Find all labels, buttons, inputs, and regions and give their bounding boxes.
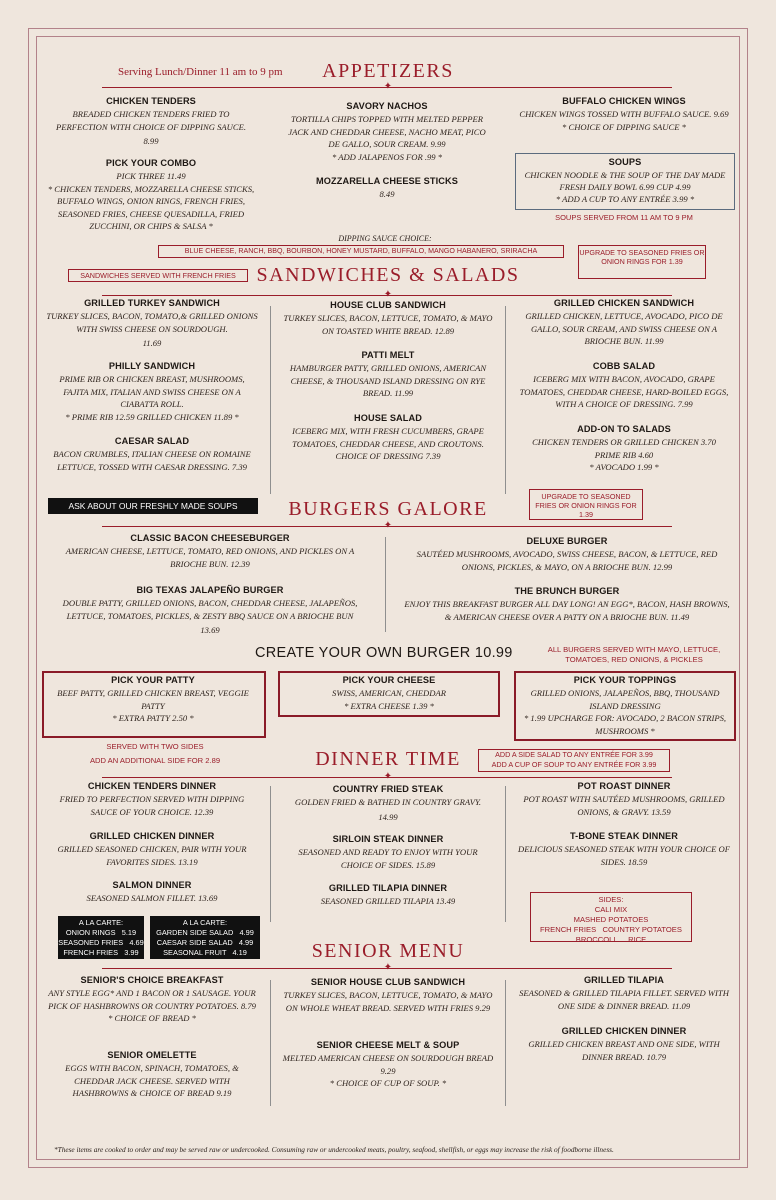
item-name: GRILLED TURKEY SANDWICH [84, 298, 220, 308]
item-name: THE BRUNCH BURGER [514, 586, 620, 596]
item-name: PICK YOUR PATTY [111, 675, 195, 685]
item-name: SENIOR'S CHOICE BREAKFAST [80, 975, 224, 985]
sides-served-note: SERVED WITH TWO SIDES [106, 742, 204, 751]
menu-item-salad-addons [516, 424, 732, 474]
item-name: PATTI MELT [361, 350, 415, 360]
item-desc: GRILLED ONIONS, JALAPEÑOS, BBQ, THOUSAND ISLAND DRESSING [530, 688, 720, 711]
item-name: GRILLED TILAPIA DINNER [328, 883, 448, 893]
item-name: COBB SALAD [592, 361, 656, 371]
dipping-sauce-label: DIPPING SAUCE CHOICE: [338, 234, 432, 243]
item-name: PICK YOUR TOPPINGS [573, 675, 677, 685]
sides-box [530, 892, 692, 942]
item-note: * AVOCADO 1.99 * [589, 462, 659, 472]
column-divider [505, 980, 506, 1106]
add-salad-note: ADD A SIDE SALAD TO ANY ENTRÉE FOR 3.99 [495, 750, 653, 759]
ornament-icon: ✦ [383, 771, 393, 782]
item-name: CLASSIC BACON CHEESEBURGER [130, 533, 290, 543]
item-desc: SAUTÉED MUSHROOMS, AVOCADO, SWISS CHEESE, BACON, & LETTUCE, RED ONIONS, PICKLES, & MAYO, ON A BRIOCHE BUN. 12.99 [416, 549, 718, 572]
item-desc: SWISS, AMERICAN, CHEDDAR [332, 688, 446, 698]
item-price: 8.49 [379, 189, 395, 199]
item-name: SENIOR HOUSE CLUB SANDWICH [310, 977, 466, 987]
item-note: * CHOICE OF DIPPING SAUCE * [562, 121, 686, 132]
menu-item-house-salad [282, 413, 494, 463]
a-la-carte-item: SEASONAL FRUIT 4.19 [163, 948, 247, 957]
menu-item-brunch-burger [402, 586, 732, 623]
item-desc: BACON CRUMBLES, ITALIAN CHEESE ON ROMAINE LETTUCE, TOSSED WITH CAESAR DRESSING. 7.39 [53, 449, 251, 472]
item-name: T-BONE STEAK DINNER [569, 831, 679, 841]
menu-item-pick-patty [46, 675, 260, 725]
menu-item-patti-melt [282, 350, 494, 400]
menu-item-salmon-dinner [46, 880, 258, 905]
item-name: BIG TEXAS JALAPEÑO BURGER [136, 585, 284, 595]
upgrade-fries-note: UPGRADE TO SEASONED FRIES OR ONION RINGS FOR 1.39 [578, 245, 706, 279]
menu-item-senior-tilapia [516, 975, 732, 1012]
burger-served-note: ALL BURGERS SERVED WITH MAYO, LETTUCE, TOMATOES, RED ONIONS, & PICKLES [547, 645, 721, 664]
column-divider [385, 537, 386, 632]
item-price: 11.69 [142, 338, 162, 348]
side-line: CALI MIX [594, 905, 628, 914]
item-desc: BREADED CHICKEN TENDERS FRIED TO PERFECTION WITH CHOICE OF DIPPING SAUCE. [56, 109, 246, 132]
side-line: FRENCH FRIES COUNTRY POTATOES [540, 925, 682, 934]
create-your-own-title: CREATE YOUR OWN BURGER 10.99 [255, 645, 513, 661]
item-desc: SEASONED AND READY TO ENJOY WITH YOUR CHOICE OF SIDES. 15.89 [298, 847, 478, 870]
item-desc: GRILLED CHICKEN, LETTUCE, AVOCADO, PICO DE GALLO, SOUR CREAM, AND SWISS CHEESE ON A BRIOCHE BUN. 11.99 [525, 311, 723, 346]
sandwiches-served-note: SANDWICHES SERVED WITH FRENCH FRIES [68, 269, 248, 282]
ornament-icon: ✦ [383, 81, 393, 92]
ask-soups-banner: ASK ABOUT OUR FRESHLY MADE SOUPS [48, 498, 258, 514]
item-note: * CHOICE OF BREAD * [108, 1013, 196, 1023]
menu-item-tilapia-dinner [282, 883, 494, 908]
item-note: * 1.99 UPCHARGE FOR: AVOCADO, 2 BACON STRIPS, MUSHROOMS * [523, 713, 727, 736]
item-note: * ADD A CUP TO ANY ENTRÉE 3.99 * [555, 194, 695, 204]
senior-title: SENIOR MENU [311, 940, 465, 962]
item-desc: FRIED TO PERFECTION SERVED WITH DIPPING SAUCE OF YOUR CHOICE. 12.39 [59, 794, 245, 817]
item-price: 13.69 [200, 625, 220, 635]
menu-item-chicken-tenders [46, 96, 256, 148]
item-desc: HAMBURGER PATTY, GRILLED ONIONS, AMERICAN CHEESE, & THOUSAND ISLAND DRESSING ON RYE BREAD. 11.99 [289, 363, 487, 398]
menu-item-pick-cheese [282, 675, 496, 712]
a-la-carte-item: SEASONED FRIES 4.69 [58, 938, 144, 947]
item-desc: PRIME RIB 4.60 [594, 449, 654, 460]
column-divider [270, 786, 271, 922]
item-name: MOZZARELLA CHEESE STICKS [316, 176, 458, 186]
side-line: BROCCOLI RICE [575, 935, 647, 944]
item-desc: ANY STYLE EGG* AND 1 BACON OR 1 SAUSAGE. YOUR PICK OF HASHBROWNS OR COUNTRY POTATOES. 8.79 [48, 988, 256, 1011]
item-desc: CHICKEN NOODLE & THE SOUP OF THE DAY MADE FRESH DAILY BOWL 6.99 CUP 4.99 [524, 170, 726, 192]
item-name: GRILLED CHICKEN SANDWICH [553, 298, 695, 308]
item-name: ADD-ON TO SALADS [577, 424, 671, 434]
upgrade-fries-note: UPGRADE TO SEASONED FRIES OR ONION RINGS FOR 1.39 [529, 489, 643, 520]
item-line: PICK THREE 11.49 [116, 171, 186, 181]
item-name: DELUXE BURGER [526, 536, 608, 546]
sides-title: SIDES: [598, 895, 624, 904]
item-name: PICK YOUR CHEESE [342, 675, 436, 685]
a-la-carte-item: GARDEN SIDE SALAD 4.99 [156, 928, 254, 937]
item-desc: ENJOY THIS BREAKFAST BURGER ALL DAY LONG! AN EGG*, BACON, HASH BROWNS, & AMERICAN CHEESE OVER A PATTY ON A BRIOCHE BUN. 11.49 [404, 599, 730, 622]
item-name: POT ROAST DINNER [577, 781, 671, 791]
column-divider [270, 306, 271, 494]
serving-hours: Serving Lunch/Dinner 11 am to 9 pm [118, 66, 283, 78]
item-desc: TURKEY SLICES, BACON, LETTUCE, TOMATO, & MAYO ON WHOLE WHEAT BREAD. SERVED WITH FRIES 9.29 [283, 990, 493, 1013]
item-desc: ICEBERG MIX, WITH FRESH CUCUMBERS, GRAPE TOMATOES, CHEDDAR CHEESE, AND CROUTONS. CHOICE OF DRESSING 7.39 [292, 426, 484, 461]
a-la-carte-title: A LA CARTE: [78, 918, 124, 927]
menu-item-senior-club [282, 977, 494, 1014]
item-name: SIRLOIN STEAK DINNER [332, 834, 444, 844]
item-name: SENIOR CHEESE MELT & SOUP [316, 1040, 460, 1050]
item-desc: DOUBLE PATTY, GRILLED ONIONS, BACON, CHEDDAR CHEESE, JALAPEÑOS, LETTUCE, TOMATOES, PICKLES, & ZESTY BBQ SAUCE ON A BRIOCHE BUN [62, 598, 358, 621]
column-divider [505, 306, 506, 494]
item-desc: TURKEY SLICES, BACON, TOMATO,& GRILLED ONIONS WITH SWISS CHEESE ON SOURDOUGH. [46, 311, 258, 334]
burgers-title: BURGERS GALORE [288, 498, 488, 520]
item-name: CHICKEN TENDERS DINNER [87, 781, 217, 791]
menu-item-deluxe-burger [402, 536, 732, 573]
item-desc: BEEF PATTY, GRILLED CHICKEN BREAST, VEGGIE PATTY [57, 688, 249, 711]
item-desc: EGGS WITH BACON, SPINACH, TOMATOES, & CHEDDAR JACK CHEESE. SERVED WITH HASHBROWNS & CHOICE OF BREAD 9.19 [65, 1063, 239, 1098]
ornament-icon: ✦ [383, 289, 393, 300]
column-divider [505, 786, 506, 922]
item-name: SALMON DINNER [112, 880, 192, 890]
menu-item-senior-breakfast [46, 975, 258, 1025]
a-la-carte-box-1 [58, 916, 144, 959]
item-name: HOUSE CLUB SANDWICH [330, 300, 446, 310]
menu-item-grilled-chicken-sandwich [516, 298, 732, 348]
additional-side-note: ADD AN ADDITIONAL SIDE FOR 2.89 [89, 756, 221, 765]
item-desc: CHICKEN TENDERS OR GRILLED CHICKEN 3.70 [532, 437, 716, 447]
dinner-title: DINNER TIME [315, 748, 461, 770]
ornament-icon: ✦ [383, 520, 393, 531]
item-note: * ADD JALAPENOS FOR .99 * [331, 151, 443, 162]
item-desc: TURKEY SLICES, BACON, LETTUCE, TOMATO, & MAYO ON TOASTED WHITE BREAD. 12.89 [283, 313, 493, 336]
menu-item-texas-burger [52, 585, 368, 637]
menu-item-turkey-sandwich [46, 298, 258, 350]
item-desc: GRILLED SEASONED CHICKEN, PAIR WITH YOUR FAVORITES SIDES. 13.19 [57, 844, 247, 867]
item-desc: * CHICKEN TENDERS, MOZZARELLA CHEESE STICKS, BUFFALO WINGS, ONION RINGS, FRENCH FRIES, SEASONED FRIES, CHEESE QUESADILLA, FRIED ZUCCHINI, OR CHIPS & SALSA * [47, 183, 255, 231]
a-la-carte-title: A LA CARTE: [182, 918, 228, 927]
item-desc: PRIME RIB OR CHICKEN BREAST, MUSHROOMS, FAJITA MIX, ITALIAN AND SWISS CHEESE ON A CIABATTA ROLL. [59, 374, 245, 409]
menu-item-house-club [282, 300, 494, 337]
menu-item-classic-burger [52, 533, 368, 570]
sandwiches-title: SANDWICHES & SALADS [256, 264, 520, 286]
item-name: SOUPS [608, 157, 642, 167]
item-note: * CHOICE OF CUP OF SOUP. * [329, 1078, 447, 1088]
menu-item-senior-chicken [516, 1026, 732, 1063]
item-desc: AMERICAN CHEESE, LETTUCE, TOMATO, RED ONIONS, AND PICKLES ON A BRIOCHE BUN. 12.39 [65, 546, 355, 569]
menu-item-soups [520, 157, 730, 206]
soups-served-note: SOUPS SERVED FROM 11 AM TO 9 PM [555, 213, 693, 222]
menu-item-pot-roast [516, 781, 732, 818]
a-la-carte-item: CAESAR SIDE SALAD 4.99 [156, 938, 254, 947]
item-name: SAVORY NACHOS [346, 101, 428, 111]
menu-item-cobb-salad [516, 361, 732, 411]
add-side-note [478, 749, 670, 772]
item-name: PICK YOUR COMBO [105, 158, 197, 168]
item-desc: MELTED AMERICAN CHEESE ON SOURDOUGH BREAD 9.29 [282, 1053, 494, 1076]
food-safety-disclaimer: *These items are cooked to order and may be served raw or undercooked. Consuming raw or undercooked meats, poultry, seafood, shellfish, or eggs may increase the risk of foodborne illness. [54, 1145, 614, 1154]
item-desc: DELICIOUS SEASONED STEAK WITH YOUR CHOICE OF SIDES. 18.59 [518, 844, 730, 867]
item-name: PHILLY SANDWICH [108, 361, 196, 371]
appetizers-title: APPETIZERS [322, 60, 454, 82]
item-desc: SEASONED GRILLED TILAPIA 13.49 [320, 896, 456, 906]
item-name: SENIOR OMELETTE [107, 1050, 197, 1060]
item-desc: ICEBERG MIX WITH BACON, AVOCADO, GRAPE TOMATOES, CHEDDAR CHEESE, HARD-BOILED EGGS, WITH A CHOICE OF DRESSING. 7.99 [519, 374, 729, 409]
item-desc: SEASONED SALMON FILLET. 13.69 [86, 893, 218, 903]
add-soup-note: ADD A CUP OF SOUP TO ANY ENTRÉE FOR 3.99 [491, 760, 657, 769]
item-price: 14.99 [378, 811, 398, 822]
menu-item-wings [516, 96, 732, 133]
menu-item-nachos [282, 101, 492, 163]
item-note: * EXTRA PATTY 2.50 * [112, 713, 194, 723]
item-desc: GOLDEN FRIED & BATHED IN COUNTRY GRAVY. [294, 797, 482, 807]
item-name: CAESAR SALAD [114, 436, 190, 446]
item-name: HOUSE SALAD [354, 413, 422, 423]
menu-item-senior-melt [282, 1040, 494, 1090]
menu-item-pick-combo [46, 158, 256, 233]
item-desc: POT ROAST WITH SAUTÉED MUSHROOMS, GRILLED ONIONS, & GRAVY. 13.59 [523, 794, 725, 817]
item-desc: CHICKEN WINGS TOSSED WITH BUFFALO SAUCE. 9.69 [519, 109, 729, 119]
menu-item-tenders-dinner [46, 781, 258, 818]
item-name: CHICKEN TENDERS [106, 96, 196, 106]
item-desc: SEASONED & GRILLED TILAPIA FILLET. SERVED WITH ONE SIDE & DINNER BREAD. 11.09 [519, 988, 729, 1011]
item-desc: TORTILLA CHIPS TOPPED WITH MELTED PEPPER JACK AND CHEDDAR CHEESE, NACHO MEAT, PICO DE GALLO, SOUR CREAM. 9.99 [288, 114, 486, 149]
menu-item-senior-omelette [46, 1050, 258, 1100]
side-line: MASHED POTATOES [573, 915, 649, 924]
menu-item-philly [46, 361, 258, 423]
item-name: GRILLED TILAPIA [583, 975, 665, 985]
item-desc: GRILLED CHICKEN BREAST AND ONE SIDE, WITH DINNER BREAD. 10.79 [528, 1039, 720, 1062]
item-name: COUNTRY FRIED STEAK [332, 784, 444, 794]
ornament-icon: ✦ [383, 962, 393, 973]
item-note: * PRIME RIB 12.59 GRILLED CHICKEN 11.89 * [65, 411, 239, 422]
menu-item-mozzarella [282, 176, 492, 201]
a-la-carte-box-2 [150, 916, 260, 959]
item-name: GRILLED CHICKEN DINNER [561, 1026, 687, 1036]
menu-item-tbone [516, 831, 732, 868]
menu-item-sirloin [282, 834, 494, 871]
menu-item-pick-toppings [518, 675, 732, 737]
a-la-carte-item: ONION RINGS 5.19 [65, 928, 137, 937]
column-divider [270, 980, 271, 1106]
menu-item-country-fried-steak [282, 784, 494, 823]
dipping-sauce-list: BLUE CHEESE, RANCH, BBQ, BOURBON, HONEY MUSTARD, BUFFALO, MANGO HABANERO, SRIRACHA [158, 245, 564, 258]
menu-item-grilled-chicken-dinner [46, 831, 258, 868]
a-la-carte-item: FRENCH FRIES 3.99 [63, 948, 139, 957]
item-name: GRILLED CHICKEN DINNER [89, 831, 215, 841]
item-note: * EXTRA CHEESE 1.39 * [344, 700, 434, 711]
menu-item-caesar-salad [46, 436, 258, 473]
item-price: 8.99 [143, 136, 159, 146]
item-name: BUFFALO CHICKEN WINGS [562, 96, 686, 106]
